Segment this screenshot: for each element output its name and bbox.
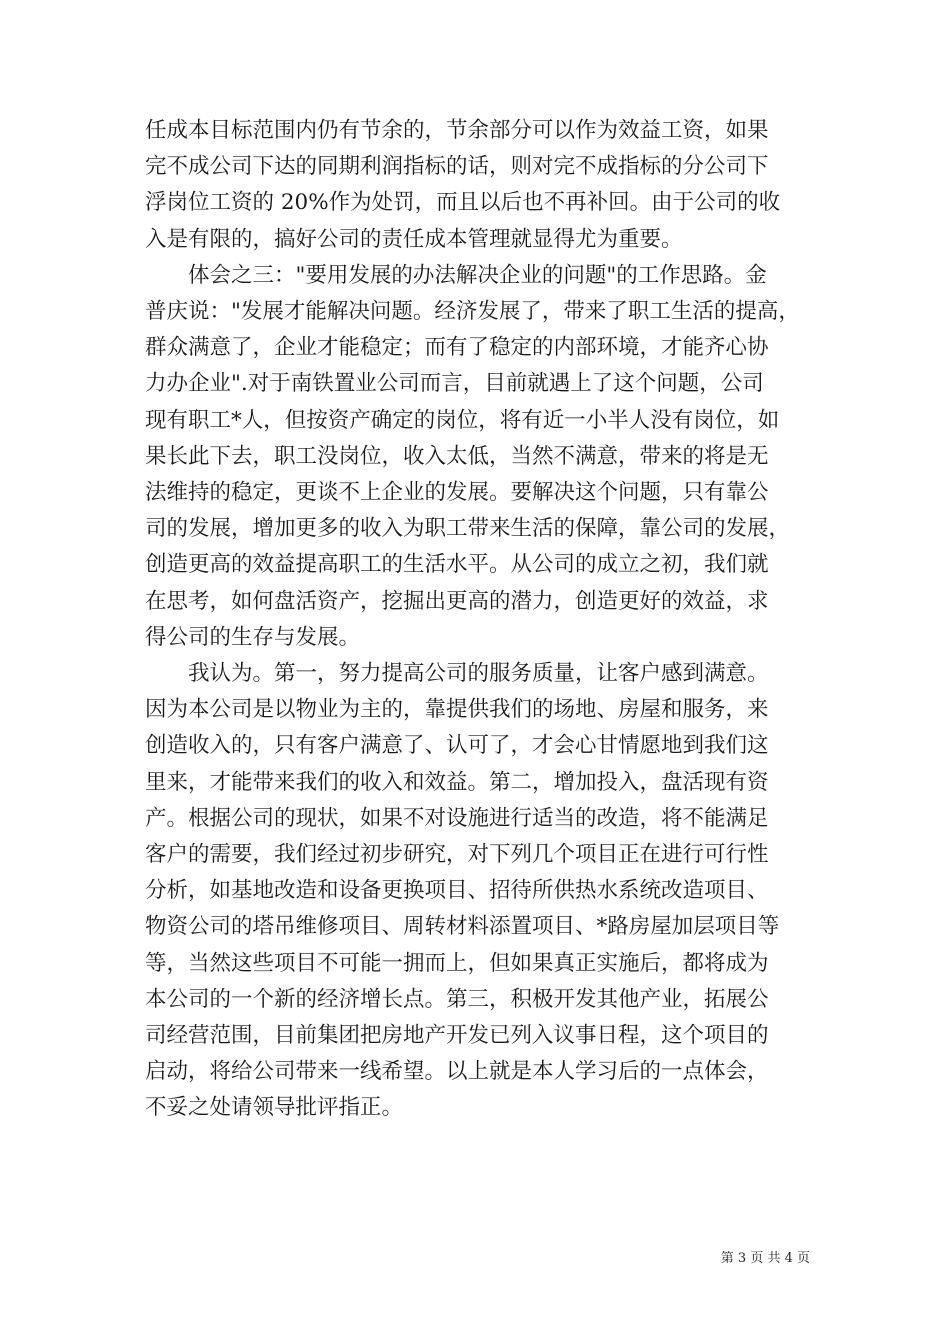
body-text (145, 113, 810, 1127)
text-line: 入是有限的，搞好公司的责任成本管理就显得尤为重要。 (145, 226, 683, 252)
text-line: 创造更高的效益提高职工的生活水平。从公司的成立之初，我们就 (145, 552, 769, 578)
text-line: 里来，才能带来我们的收入和效益。第二，增加投入，盘活现有资 (145, 769, 769, 795)
text-line: 因为本公司是以物业为主的，靠提供我们的场地、房屋和服务，来 (145, 697, 769, 723)
text-line: 现有职工*人，但按资产确定的岗位，将有近一小半人没有岗位，如 (145, 407, 780, 433)
text-line: 浮岗位工资的 20%作为处罚，而且以后也不再补回。由于公司的收 (145, 190, 781, 216)
text-line: 创造收入的，只有客户满意了、认可了，才会心甘情愿地到我们这 (145, 733, 769, 759)
text-line: 本公司的一个新的经济增长点。第三，积极开发其他产业，拓展公 (145, 986, 769, 1012)
text-line: 分析，如基地改造和设备更换项目、招待所供热水系统改造项目、 (145, 878, 769, 904)
text-line: 启动，将给公司带来一线希望。以上就是本人学习后的一点体会， (145, 1059, 769, 1085)
text-line: 在思考，如何盘活资产，挖掘出更高的潜力，创造更好的效益，求 (145, 588, 769, 614)
text-line: 完不成公司下达的同期利润指标的话，则对完不成指标的分公司下 (145, 154, 769, 180)
text-line: 产。根据公司的现状，如果不对设施进行适当的改造，将不能满足 (145, 805, 769, 831)
text-line: 法维持的稳定，更谈不上企业的发展。要解决这个问题，只有靠公 (145, 480, 769, 506)
page-number: 第 3 页 共 4 页 (720, 1251, 810, 1266)
text-line: 群众满意了，企业才能稳定；而有了稳定的内部环境，才能齐心协 (145, 335, 769, 361)
text-line: 不妥之处请领导批评指正。 (145, 1095, 404, 1121)
text-line: 任成本目标范围内仍有节余的，节余部分可以作为效益工资，如果 (145, 118, 769, 143)
text-line: 等，当然这些项目不可能一拥而上，但如果真正实施后，都将成为 (145, 950, 769, 976)
text-line: 普庆说："发展才能解决问题。经济发展了，带来了职工生活的提高， (145, 299, 800, 325)
text-line: 司经营范围，目前集团把房地产开发已列入议事日程，这个项目的 (145, 1023, 769, 1049)
text-line: 物资公司的塔吊维修项目、周转材料添置项目、*路房屋加层项目等 (145, 914, 780, 940)
text-line: 我认为。第一，努力提高公司的服务质量，让客户感到满意。 (145, 661, 769, 687)
text-line: 客户的需要，我们经过初步研究，对下列几个项目正在进行可行性 (145, 842, 769, 868)
text-line: 果长此下去，职工没岗位，收入太低，当然不满意，带来的将是无 (145, 443, 769, 469)
text-line: 司的发展，增加更多的收入为职工带来生活的保障，靠公司的发展， (145, 516, 791, 542)
text-line: 体会之三："要用发展的办法解决企业的问题"的工作思路。金 (145, 262, 767, 288)
text-line: 力办企业".对于南铁置业公司而言，目前就遇上了这个问题，公司 (145, 371, 764, 397)
text-line: 得公司的生存与发展。 (145, 624, 361, 650)
